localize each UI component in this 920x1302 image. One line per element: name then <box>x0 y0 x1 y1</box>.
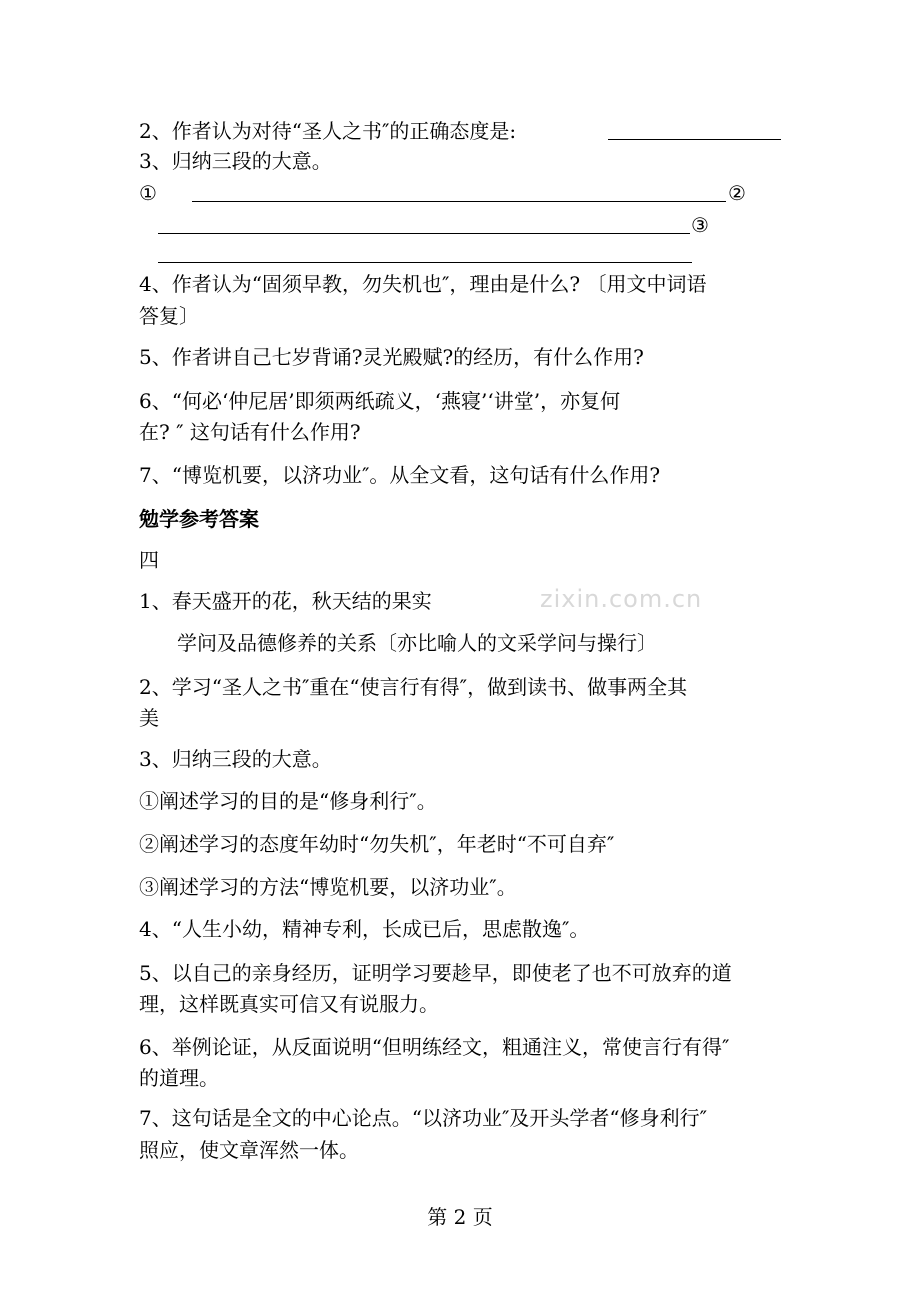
answer-blank-3-3[interactable] <box>158 262 692 263</box>
question-6-line-2: 在? ″ 这句话有什么作用? <box>139 420 361 444</box>
answer-blank-q2[interactable] <box>608 139 781 140</box>
marker-2: ② <box>728 181 746 205</box>
answer-1-line-2: 学问及品德修养的关系〔亦比喻人的文采学问与操行〕 <box>177 631 657 655</box>
question-2: 2、作者认为对待“圣人之书″的正确态度是: <box>139 119 517 143</box>
watermark: zixin.com.cn <box>540 585 703 613</box>
answer-5-line-2: 理，这样既真实可信又有说服力。 <box>139 992 439 1016</box>
marker-1: ① <box>139 181 157 205</box>
answer-2-line-1: 2、学习“圣人之书″重在“使言行有得″，做到读书、做事两全其 <box>139 675 688 699</box>
marker-3: ③ <box>691 213 709 237</box>
answer-blank-3-2[interactable] <box>158 233 690 234</box>
question-7: 7、“博览机要，以济功业″。从全文看，这句话有什么作用? <box>139 463 661 487</box>
question-4-line-1: 4、作者认为“固须早教，勿失机也″，理由是什么? 〔用文中词语 <box>139 272 707 296</box>
answers-section: 四 <box>139 548 159 572</box>
page-number-footer: 第 2 页 <box>427 1205 493 1229</box>
answer-blank-3-1[interactable] <box>192 201 726 202</box>
answer-7-line-1: 7、这句话是全文的中心论点。“以济功业″及开头学者“修身利行″ <box>139 1106 708 1130</box>
answer-3-2: ②阐述学习的态度年幼时“勿失机″，年老时“不可自弃″ <box>139 832 615 856</box>
question-3: 3、归纳三段的大意。 <box>139 149 332 173</box>
answer-4: 4、“人生小幼，精神专利，长成已后，思虑散逸″。 <box>139 917 590 941</box>
answer-5-line-1: 5、以自己的亲身经历，证明学习要趁早，即使老了也不可放弃的道 <box>139 961 732 985</box>
answer-6-line-1: 6、举例论证，从反面说明“但明练经文，粗通注义，常使言行有得″ <box>139 1035 730 1059</box>
answer-7-line-2: 照应，使文章浑然一体。 <box>139 1138 359 1162</box>
answers-heading: 勉学参考答案 <box>139 507 259 531</box>
answer-3-3: ③阐述学习的方法“博览机要，以济功业″。 <box>139 875 517 899</box>
question-5: 5、作者讲自己七岁背诵?灵光殿赋?的经历，有什么作用? <box>139 345 644 369</box>
question-4-line-2: 答复〕 <box>139 304 199 328</box>
answer-2-line-2: 美 <box>139 706 159 730</box>
question-6-line-1: 6、“何必‘仲尼居’即须两纸疏义，‘燕寝’‘讲堂’，亦复何 <box>139 389 621 413</box>
answer-6-line-2: 的道理。 <box>139 1066 219 1090</box>
answer-1-line-1: 1、春天盛开的花，秋天结的果实 <box>139 589 432 613</box>
answer-3: 3、归纳三段的大意。 <box>139 747 332 771</box>
answer-3-1: ①阐述学习的目的是“修身利行″。 <box>139 789 437 813</box>
